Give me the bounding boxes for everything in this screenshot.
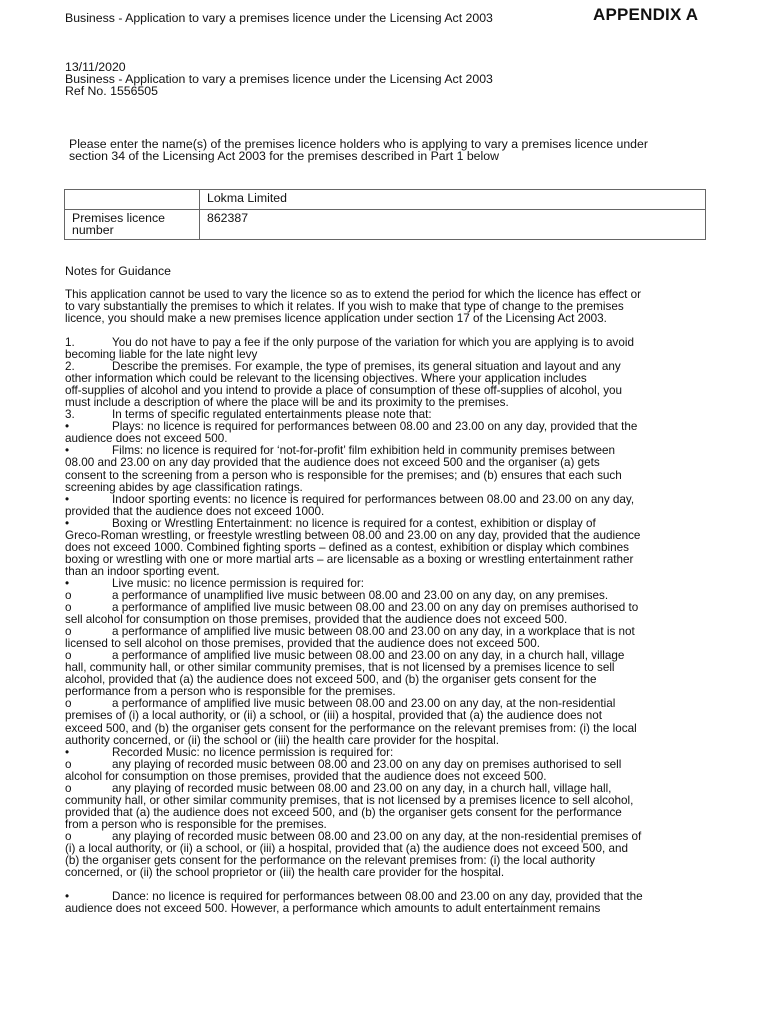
paragraph-line: This application cannot be used to vary the licence so as to extend the period for which the licence has effect or (65, 288, 642, 301)
list-text: Describe the premises. For example, the type of premises, its general situation and layout and any (112, 360, 621, 374)
list-text: premises of (i) a local authority, or (ii) a school, or (iii) a hospital, provided that (a) the audience does not (65, 709, 603, 723)
list-text: a performance of amplified live music between 08.00 and 23.00 on any day, in a church hall, village (112, 649, 625, 663)
document-date: 13/11/2020 (65, 60, 126, 74)
list-marker: o (65, 757, 72, 771)
premises-licence-number: 862387 (200, 210, 706, 240)
list-text: becoming liable for the late night levy (65, 348, 258, 362)
list-marker: • (65, 576, 70, 590)
list-marker: 3. (65, 408, 75, 422)
list-marker: o (65, 697, 72, 711)
appendix-label: APPENDIX A (593, 5, 699, 24)
list-text: than an indoor sporting event. (65, 564, 220, 578)
list-text: audience does not exceed 500. However, a performance which amounts to adult entertainment remains (65, 902, 601, 916)
list-text: concerned, or (ii) the school proprietor or (iii) the health care provider for the hospital. (65, 866, 505, 880)
list-text: performance from a person who is responsible for the premises. (65, 685, 396, 699)
list-text: from a person who is responsible for the premises. (65, 817, 327, 831)
list-text: consent to the screening from a person who is responsible for the premises; and (b) ensures that each such (65, 468, 622, 482)
list-text: any playing of recorded music between 08.00 and 23.00 on any day, at the non-residential premises of (112, 829, 642, 843)
notes-heading: Notes for Guidance (65, 264, 171, 278)
list-text: Indoor sporting events: no licence is required for performances between 08.00 and 23.00 on any day, (112, 492, 635, 506)
list-text: Recorded Music: no licence permission is required for: (112, 745, 394, 759)
list-text: You do not have to pay a fee if the only purpose of the variation for which you are applying is to avoid (112, 336, 634, 349)
list-marker: 1. (65, 336, 75, 349)
list-text: audience does not exceed 500. (65, 432, 228, 446)
list-text: must include a description of where the place will be and its proximity to the premises. (65, 396, 509, 410)
list-marker: • (65, 745, 70, 759)
notes-intro-paragraph (65, 289, 715, 325)
list-text: screening abides by age classification ratings. (65, 480, 303, 494)
list-text: a performance of amplified live music between 08.00 and 23.00 on any day on premises authorised to (112, 601, 639, 615)
list-text: Dance: no licence is required for performances between 08.00 and 23.00 on any day, provided that the (112, 890, 643, 904)
list-text: off-supplies of alcohol and you intend to provide a place of consumption of these off-supplies of alcohol, you (65, 384, 623, 398)
running-header-title: Business - Application to vary a premises licence under the Licensing Act 2003 (65, 11, 493, 25)
list-text: alcohol, provided that (a) the audience does not exceed 500, and (b) the organiser gets consent for the (65, 673, 597, 687)
list-marker: • (65, 492, 70, 506)
list-text: licensed to sell alcohol on those premises, provided that the audience does not exceed 500. (65, 637, 540, 651)
list-text: Live music: no licence permission is required for: (112, 576, 365, 590)
list-text: Boxing or Wrestling Entertainment: no licence is required for a contest, exhibition or display of (112, 516, 596, 530)
list-text: provided that the audience does not exceed 1000. (65, 504, 325, 518)
list-marker: • (65, 420, 70, 434)
notes-list (65, 337, 715, 915)
list-text: sell alcohol for consumption on those premises, provided that the audience does not exceed 500. (65, 613, 568, 627)
licence-holder-name: Lokma Limited (200, 190, 706, 210)
list-text: a performance of amplified live music between 08.00 and 23.00 on any day, in a workplace that is not (112, 625, 635, 639)
list-text: alcohol for consumption on those premises, provided that the audience does not exceed 500. (65, 769, 547, 783)
document-title: Business - Application to vary a premises licence under the Licensing Act 2003 (65, 72, 493, 86)
list-text: exceed 500, and (b) the organiser gets consent for the performance on the relevant premises from: (i) the local (65, 721, 637, 735)
table-row (65, 210, 706, 240)
list-marker: • (65, 516, 70, 530)
intro-line-1: Please enter the name(s) of the premises licence holders who is applying to vary a premises licence under (69, 137, 648, 151)
table-row (65, 190, 706, 210)
list-text: (b) the organiser gets consent for the performance on the relevant premises from: (i) the local authority (65, 854, 596, 868)
list-text: Greco-Roman wrestling, or freestyle wrestling between 08.00 and 23.00 on any day, provided that the audience (65, 528, 641, 542)
list-text: Films: no licence is required for ‘not-for-profit’ film exhibition held in community premises between (112, 444, 615, 458)
list-marker: 2. (65, 360, 75, 374)
list-marker: o (65, 781, 72, 795)
list-marker: • (65, 444, 70, 458)
list-text: a performance of unamplified live music between 08.00 and 23.00 on any day, on any premises. (112, 588, 609, 602)
list-marker: o (65, 829, 72, 843)
list-marker: o (65, 649, 72, 663)
list-marker: o (65, 588, 72, 602)
list-text: any playing of recorded music between 08.00 and 23.00 on any day on premises authorised to sell (112, 757, 622, 771)
list-text: authority concerned, or (ii) the school or (iii) the health care provider for the hospital. (65, 733, 499, 747)
list-item (65, 903, 715, 915)
list-text: (i) a local authority, or (ii) a school, or (iii) a hospital, provided that (a) the audience does not exceed 500, and (65, 841, 629, 855)
list-marker: o (65, 601, 72, 615)
list-text: In terms of specific regulated entertainments please note that: (112, 408, 432, 422)
list-item (65, 867, 715, 879)
list-text: a performance of amplified live music between 08.00 and 23.00 on any day, at the non-residential (112, 697, 616, 711)
list-text: hall, community hall, or other similar community premises, that is not licensed by a premises licence to sell (65, 661, 615, 675)
list-text: does not exceed 1000. Combined fighting sports – defined as a contest, exhibition or display which combines (65, 540, 629, 554)
list-text: 08.00 and 23.00 on any day provided that the audience does not exceed 500 and the organiser (a) gets (65, 456, 600, 470)
list-text: community hall, or other similar community premises, that is not licensed by a premises licence to sell alcohol, (65, 793, 634, 807)
paragraph-line: licence, you should make a new premises licence application under section 17 of the Licensing Act 2003. (65, 312, 607, 326)
table-cell-label: Premises licence number (65, 210, 200, 240)
list-text: other information which could be relevant to the licensing objectives. Where your application includes (65, 372, 587, 386)
table-cell-label (65, 190, 200, 210)
list-text: boxing or wrestling with one or more martial arts – are licensable as a boxing or wrestling entertainment rather (65, 552, 634, 566)
list-text: Plays: no licence is required for performances between 08.00 and 23.00 on any day, provided that the (112, 420, 638, 434)
reference-number: Ref No. 1556505 (65, 84, 158, 98)
list-marker: o (65, 625, 72, 639)
intro-line-2: section 34 of the Licensing Act 2003 for the premises described in Part 1 below (69, 149, 499, 163)
licence-holders-table (64, 189, 706, 240)
paragraph-line: to vary substantially the premises to which it relates. If you wish to make that type of change to the premises (65, 300, 624, 314)
list-text: provided that (a) the audience does not exceed 500, and (b) the organiser gets consent for the performance (65, 805, 622, 819)
list-marker: • (65, 890, 70, 904)
list-text: any playing of recorded music between 08.00 and 23.00 on any day, in a church hall, village hall, (112, 781, 612, 795)
